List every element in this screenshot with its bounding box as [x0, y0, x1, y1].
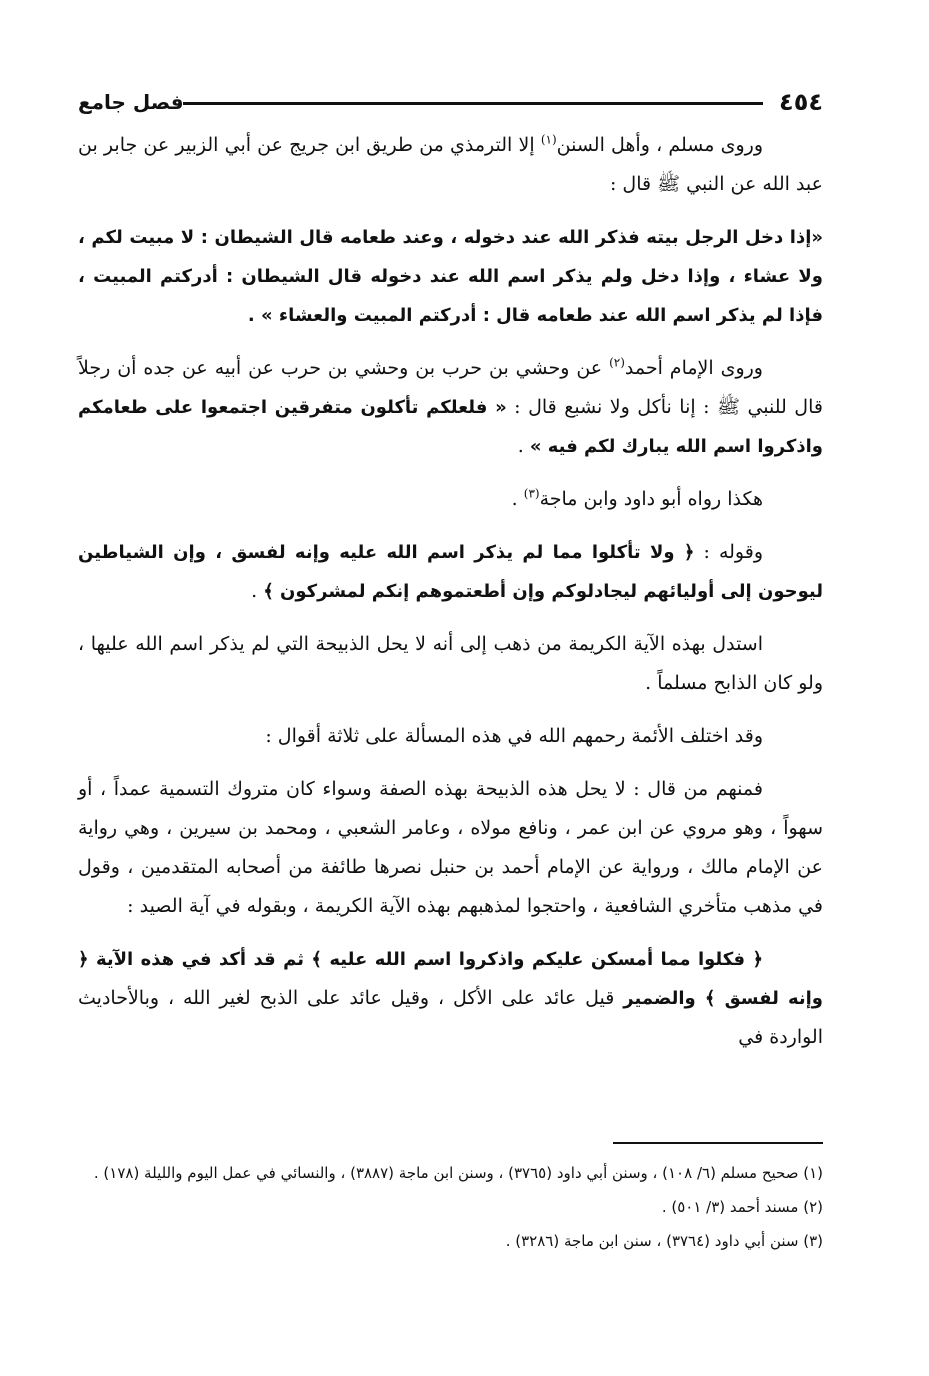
paragraph-text: وقوله :: [694, 541, 764, 563]
paragraph-4: [78, 533, 823, 611]
footnote-2: (٢) مسند أحمد (٣/ ٥٠١) .: [661, 1198, 823, 1216]
page-header: [78, 88, 823, 118]
paragraph-5: استدل بهذه الآية الكريمة من ذهب إلى أنه لا يحل الذبيحة التي لم يذكر اسم الله عليها ، ولو كان الذابح مسلماً .: [78, 633, 823, 694]
book-page: [78, 78, 823, 1318]
footnote-ref-3: (٣): [523, 486, 540, 501]
hadith-quote-2: « فلعلكم تأكلون متفرقين اجتمعوا على طعامكم واذكروا اسم الله يبارك لكم فيه »: [78, 397, 823, 457]
footnotes: [78, 1158, 823, 1260]
paragraph-text: قيل عائد على الأكل ، وقيل عائد على الذبح لغير الله ، وبالأحاديث الواردة في: [78, 987, 823, 1048]
hadith-quote-1: «إذا دخل الرجل بيته فذكر الله عند دخوله ، وعند طعامه قال الشيطان : لا مبيت لكم ، ولا عشاء ، وإذا دخل ولم يذكر اسم الله عند دخوله قال الشيطان : أدركتم المبيت ، فإذا لم يذكر اسم الله عند طعامه قال : أدركتم المبيت والعشاء » .: [78, 227, 823, 326]
footnote-1: (١) صحيح مسلم (٦/ ١٠٨) ، وسنن أبي داود (٣٧٦٥) ، وسنن ابن ماجة (٣٨٨٧) ، والنسائي في عمل اليوم والليلة (١٧٨) .: [93, 1164, 823, 1182]
page-number: ٤٥٤: [779, 88, 823, 116]
paragraph-text: وروى الإمام أحمد: [624, 357, 763, 379]
paragraph-6: وقد اختلف الأئمة رحمهم الله في هذه المسألة على ثلاثة أقوال :: [265, 725, 763, 747]
footnote-rule: [613, 1142, 823, 1144]
paragraph-text: .: [517, 435, 530, 457]
paragraph-text: إلا الترمذي من طريق ابن جريج عن أبي الزبير عن جابر بن عبد الله عن النبي ﷺ قال :: [78, 134, 823, 195]
footnote-ref-1: (١): [540, 132, 557, 147]
paragraph-text: .: [511, 488, 524, 510]
quran-verse-1: ﴿ ولا تأكلوا مما لم يذكر اسم الله عليه وإنه لفسق ، وإن الشياطين ليوحون إلى أوليائهم ليجادلوكم وإن أطعتموهم إنكم لمشركون ﴾: [78, 542, 823, 602]
paragraph-2: [78, 349, 823, 466]
paragraph-8: [78, 940, 823, 1057]
quran-verse-2: ﴿ فكلوا مما أمسكن عليكم واذكروا اسم الله عليه ﴾ ثم قد أكد في هذه الآية ﴿ وإنه لفسق ﴾ والضمير: [78, 949, 823, 1009]
chapter-title: فصل جامع: [78, 90, 184, 114]
page-body: [78, 126, 823, 1071]
paragraph-text: هكذا رواه أبو داود وابن ماجة: [539, 488, 763, 510]
paragraph-text: عن وحشي بن حرب بن وحشي بن حرب عن أبيه عن جده أن رجلاً قال للنبي ﷺ : إنا نأكل ولا نشبع قال :: [78, 357, 823, 418]
paragraph-text: وروى مسلم ، وأهل السنن: [556, 134, 763, 156]
header-rule: [183, 102, 763, 105]
paragraph-7: فمنهم من قال : لا يحل هذه الذبيحة بهذه الصفة وسواء كان متروك التسمية عمداً ، أو سهواً ، وهو مروي عن ابن عمر ، ونافع مولاه ، وعامر الشعبي ، ومحمد بن سيرين ، وهي رواية عن الإمام مالك ، ورواية عن الإمام أحمد بن حنبل نصرها طائفة من أصحابه المتقدمين ، وقول في مذهب متأخري الشافعية ، واحتجوا لمذهبهم بهذه الآية الكريمة ، وبقوله في آية الصيد :: [78, 778, 823, 917]
paragraph-3: [78, 480, 823, 519]
paragraph-1: [78, 126, 823, 204]
footnote-3: (٣) سنن أبي داود (٣٧٦٤) ، سنن ابن ماجة (٣٢٨٦) .: [505, 1232, 823, 1250]
paragraph-text: .: [251, 580, 264, 602]
footnote-ref-2: (٢): [609, 355, 625, 370]
